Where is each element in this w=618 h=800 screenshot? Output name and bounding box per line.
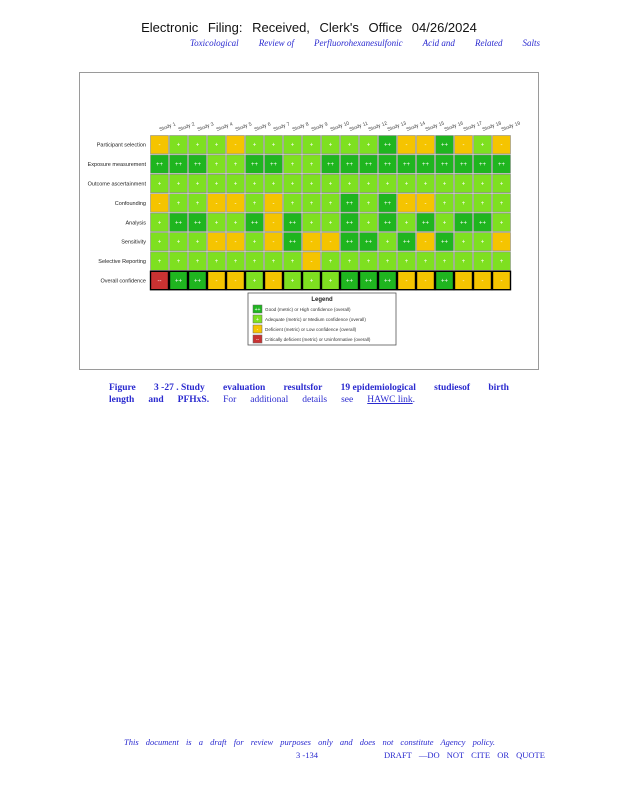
rating-symbol: - xyxy=(462,142,465,149)
rating-symbol: + xyxy=(480,200,485,207)
study-label: Study 1 xyxy=(158,121,177,133)
legend-label: Good (metric) or High confidence (overall) xyxy=(265,307,351,312)
rating-symbol: ++ xyxy=(250,162,259,169)
rating-symbol: ++ xyxy=(345,200,354,207)
rating-symbol: + xyxy=(328,181,333,188)
rating-symbol: + xyxy=(309,200,314,207)
rating-symbol: + xyxy=(290,259,295,266)
legend-label: Deficient (metric) or Low confidence (overall) xyxy=(265,327,357,332)
rating-symbol: + xyxy=(157,181,162,188)
rating-symbol: ++ xyxy=(193,162,202,169)
rating-symbol: ++ xyxy=(345,162,354,169)
rating-symbol: - xyxy=(424,142,427,149)
legend-symbol: - xyxy=(256,327,259,333)
rating-symbol: + xyxy=(309,181,314,188)
rating-symbol: - xyxy=(310,239,313,246)
filing-header: Electronic Filing: Received, Clerk's Office 04/26/2024 xyxy=(141,20,477,35)
rating-symbol: + xyxy=(252,239,257,246)
rating-symbol: + xyxy=(347,142,352,149)
study-label: Study 10 xyxy=(329,120,351,133)
rating-symbol: + xyxy=(309,220,314,227)
caption-word: 3 -27 . Study xyxy=(154,383,205,393)
title-word: Acid and xyxy=(422,38,455,48)
rating-symbol: + xyxy=(309,142,314,149)
rating-symbol: + xyxy=(461,200,466,207)
rating-symbol: + xyxy=(499,220,504,227)
domain-label: Participant selection xyxy=(96,142,146,149)
rating-symbol: ++ xyxy=(326,162,335,169)
legend-title: Legend xyxy=(311,297,333,303)
rating-symbol: + xyxy=(290,142,295,149)
rating-symbol: + xyxy=(404,181,409,188)
title-word: Related xyxy=(474,38,503,48)
rating-symbol: + xyxy=(214,220,219,227)
rating-symbol: - xyxy=(405,278,408,285)
page-number: 3 -134 xyxy=(296,750,318,760)
rating-symbol: ++ xyxy=(383,278,392,285)
rating-symbol: ++ xyxy=(478,162,487,169)
caption-word: studiesof xyxy=(434,383,471,393)
rating-symbol: ++ xyxy=(440,162,449,169)
legend-label: Adequate (metric) or Medium confidence (overall) xyxy=(265,317,366,322)
rating-symbol: + xyxy=(157,259,162,266)
rating-symbol: + xyxy=(461,239,466,246)
rating-symbol: ++ xyxy=(155,162,164,169)
rating-symbol: + xyxy=(271,181,276,188)
rating-symbol: ++ xyxy=(174,220,183,227)
rating-symbol: + xyxy=(480,239,485,246)
rating-symbol: + xyxy=(480,142,485,149)
rating-symbol: + xyxy=(271,259,276,266)
study-label: Study 14 xyxy=(405,120,427,133)
rating-symbol: + xyxy=(442,181,447,188)
rating-symbol: - xyxy=(329,239,332,246)
rating-symbol: ++ xyxy=(345,220,354,227)
caption-word: Figure xyxy=(109,383,136,393)
rating-symbol: ++ xyxy=(269,162,278,169)
rating-symbol: + xyxy=(328,220,333,227)
rating-symbol: - xyxy=(215,239,218,246)
rating-symbol: + xyxy=(366,220,371,227)
rating-symbol: + xyxy=(176,181,181,188)
rating-symbol: - xyxy=(500,278,503,285)
caption-word: resultsfor xyxy=(283,383,323,393)
rating-symbol: + xyxy=(499,181,504,188)
study-label: Study 5 xyxy=(234,121,253,133)
rating-symbol: + xyxy=(499,259,504,266)
rating-symbol: - xyxy=(234,239,237,246)
study-label: Study 17 xyxy=(462,120,484,133)
rating-symbol: + xyxy=(290,278,295,285)
rating-symbol: + xyxy=(290,162,295,169)
rating-symbol: + xyxy=(347,181,352,188)
draft-notice: DRAFT —DO NOT CITE OR QUOTE xyxy=(384,750,545,760)
study-label: Study 6 xyxy=(253,121,272,133)
rating-symbol: - xyxy=(500,239,503,246)
rating-symbol: - xyxy=(234,142,237,149)
rating-symbol: + xyxy=(328,259,333,266)
study-label: Study 18 xyxy=(481,120,503,133)
title-word: Salts xyxy=(522,38,540,48)
rating-symbol: + xyxy=(252,278,257,285)
study-label: Study 7 xyxy=(272,121,291,133)
rating-symbol: - xyxy=(234,278,237,285)
rating-symbol: -- xyxy=(157,278,162,285)
study-label: Study 13 xyxy=(386,120,408,133)
legend-symbol: + xyxy=(256,317,259,323)
rating-symbol: - xyxy=(158,142,161,149)
rating-symbol: + xyxy=(252,259,257,266)
title-word: Toxicological xyxy=(190,38,239,48)
rating-symbol: + xyxy=(233,162,238,169)
rating-symbol: + xyxy=(366,200,371,207)
rating-symbol: + xyxy=(347,259,352,266)
rating-symbol: ++ xyxy=(193,220,202,227)
caption-word: For xyxy=(223,395,237,405)
title-word: Perfluorohexanesulfonic xyxy=(313,38,403,48)
study-label: Study 12 xyxy=(367,120,389,133)
rating-symbol: + xyxy=(442,220,447,227)
rating-symbol: + xyxy=(442,259,447,266)
rating-symbol: + xyxy=(214,142,219,149)
caption-word: length xyxy=(109,395,135,405)
rating-symbol: ++ xyxy=(459,162,468,169)
rating-symbol: + xyxy=(328,278,333,285)
domain-label: Selective Reporting xyxy=(98,259,146,266)
rating-symbol: - xyxy=(405,200,408,207)
rating-symbol: ++ xyxy=(174,162,183,169)
rating-symbol: - xyxy=(481,278,484,285)
rating-symbol: + xyxy=(309,278,314,285)
rating-symbol: + xyxy=(366,142,371,149)
study-label: Study 4 xyxy=(215,121,234,133)
rating-symbol: + xyxy=(157,220,162,227)
rating-symbol: ++ xyxy=(364,278,373,285)
rating-symbol: + xyxy=(195,259,200,266)
rating-symbol: + xyxy=(480,181,485,188)
rating-symbol: + xyxy=(195,239,200,246)
rating-symbol: ++ xyxy=(383,162,392,169)
study-label: Study 2 xyxy=(177,121,196,133)
caption-word: 19 epidemiological xyxy=(340,383,416,393)
rating-symbol: + xyxy=(214,162,219,169)
rating-symbol: + xyxy=(385,181,390,188)
rating-symbol: ++ xyxy=(383,220,392,227)
rating-symbol: + xyxy=(366,259,371,266)
draft-disclaimer: This document is a draft for review purposes only and does not constitute Agency policy. xyxy=(124,737,496,747)
figure-caption xyxy=(109,383,509,405)
caption-word: birth xyxy=(488,383,509,393)
rating-symbol: + xyxy=(290,200,295,207)
rating-symbol: + xyxy=(176,259,181,266)
caption-word: and xyxy=(148,395,164,405)
domain-label: Overall confidence xyxy=(100,278,146,285)
study-label: Study 3 xyxy=(196,121,215,133)
rating-symbol: - xyxy=(272,239,275,246)
caption-word: evaluation xyxy=(223,383,266,393)
rating-symbol: ++ xyxy=(383,142,392,149)
rating-symbol: + xyxy=(195,181,200,188)
rating-symbol: ++ xyxy=(364,239,373,246)
rating-symbol: + xyxy=(157,239,162,246)
rating-symbol: + xyxy=(233,181,238,188)
rating-symbol: + xyxy=(385,239,390,246)
rating-symbol: - xyxy=(424,239,427,246)
rating-symbol: - xyxy=(272,200,275,207)
rating-symbol: ++ xyxy=(402,162,411,169)
rating-symbol: + xyxy=(461,259,466,266)
rating-symbol: + xyxy=(366,181,371,188)
rating-symbol: ++ xyxy=(383,200,392,207)
study-label: Study 19 xyxy=(500,120,522,133)
legend-label: Critically deficient (metric) or Uninformative (overall) xyxy=(265,337,371,342)
study-label: Study 16 xyxy=(443,120,465,133)
rating-symbol: ++ xyxy=(478,220,487,227)
rating-symbol: + xyxy=(214,259,219,266)
rating-symbol: + xyxy=(176,239,181,246)
rating-symbol: + xyxy=(423,259,428,266)
domain-label: Outcome ascertainment xyxy=(87,181,146,188)
title-word: Review of xyxy=(258,38,294,48)
rating-symbol: - xyxy=(272,278,275,285)
rating-symbol: + xyxy=(309,162,314,169)
rating-symbol: ++ xyxy=(345,278,354,285)
rating-symbol: + xyxy=(176,142,181,149)
rating-symbol: ++ xyxy=(421,162,430,169)
rating-symbol: + xyxy=(328,142,333,149)
rating-symbol: ++ xyxy=(497,162,506,169)
rating-symbol: ++ xyxy=(174,278,183,285)
rating-symbol: ++ xyxy=(288,220,297,227)
rating-symbol: + xyxy=(461,181,466,188)
rating-symbol: ++ xyxy=(421,220,430,227)
rating-symbol: + xyxy=(195,142,200,149)
study-label: Study 9 xyxy=(310,121,329,133)
rating-symbol: + xyxy=(233,220,238,227)
rating-symbol: - xyxy=(215,278,218,285)
rating-symbol: + xyxy=(271,142,276,149)
caption-word: details xyxy=(302,395,328,405)
rating-symbol: + xyxy=(480,259,485,266)
rating-symbol: + xyxy=(385,259,390,266)
rating-symbol: ++ xyxy=(440,278,449,285)
rating-symbol: ++ xyxy=(345,239,354,246)
legend-symbol: -- xyxy=(255,337,260,343)
rating-symbol: + xyxy=(195,200,200,207)
study-label: Study 8 xyxy=(291,121,310,133)
study-evaluation-figure xyxy=(79,72,539,370)
hawc-link[interactable]: HAWC link xyxy=(367,395,413,405)
caption-period: . xyxy=(412,395,416,405)
rating-symbol: ++ xyxy=(459,220,468,227)
domain-label: Sensitivity xyxy=(121,239,146,246)
rating-symbol: ++ xyxy=(364,162,373,169)
rating-symbol: + xyxy=(499,200,504,207)
rating-symbol: - xyxy=(310,259,313,266)
rating-symbol: + xyxy=(214,181,219,188)
rating-symbol: + xyxy=(442,200,447,207)
rating-symbol: + xyxy=(423,181,428,188)
rating-symbol: + xyxy=(233,259,238,266)
caption-word: PFHxS. xyxy=(177,395,210,405)
rating-symbol: - xyxy=(500,142,503,149)
rating-symbol: - xyxy=(215,200,218,207)
rating-symbol: + xyxy=(404,220,409,227)
rating-symbol: ++ xyxy=(250,220,259,227)
caption-word: additional xyxy=(250,395,289,405)
domain-label: Analysis xyxy=(125,220,146,227)
rating-symbol: - xyxy=(158,200,161,207)
rating-symbol: ++ xyxy=(440,239,449,246)
rating-symbol: + xyxy=(290,181,295,188)
rating-symbol: + xyxy=(328,200,333,207)
study-label: Study 15 xyxy=(424,120,446,133)
domain-label: Exposure measurement xyxy=(87,162,146,169)
rating-symbol: + xyxy=(252,200,257,207)
rating-symbol: - xyxy=(424,200,427,207)
rating-symbol: ++ xyxy=(288,239,297,246)
study-evaluation-heatmap xyxy=(80,73,538,369)
legend-symbol: ++ xyxy=(254,307,261,313)
rating-symbol: - xyxy=(424,278,427,285)
rating-symbol: ++ xyxy=(402,239,411,246)
caption-word: see xyxy=(341,395,354,405)
rating-symbol: - xyxy=(405,142,408,149)
rating-symbol: - xyxy=(462,278,465,285)
rating-symbol: ++ xyxy=(440,142,449,149)
rating-symbol: + xyxy=(176,200,181,207)
rating-symbol: - xyxy=(234,200,237,207)
rating-symbol: - xyxy=(272,220,275,227)
rating-symbol: ++ xyxy=(193,278,202,285)
study-label: Study 11 xyxy=(348,120,369,133)
rating-symbol: + xyxy=(252,181,257,188)
domain-label: Confounding xyxy=(114,200,146,207)
rating-symbol: + xyxy=(404,259,409,266)
rating-symbol: + xyxy=(252,142,257,149)
document-title-header xyxy=(190,38,540,48)
